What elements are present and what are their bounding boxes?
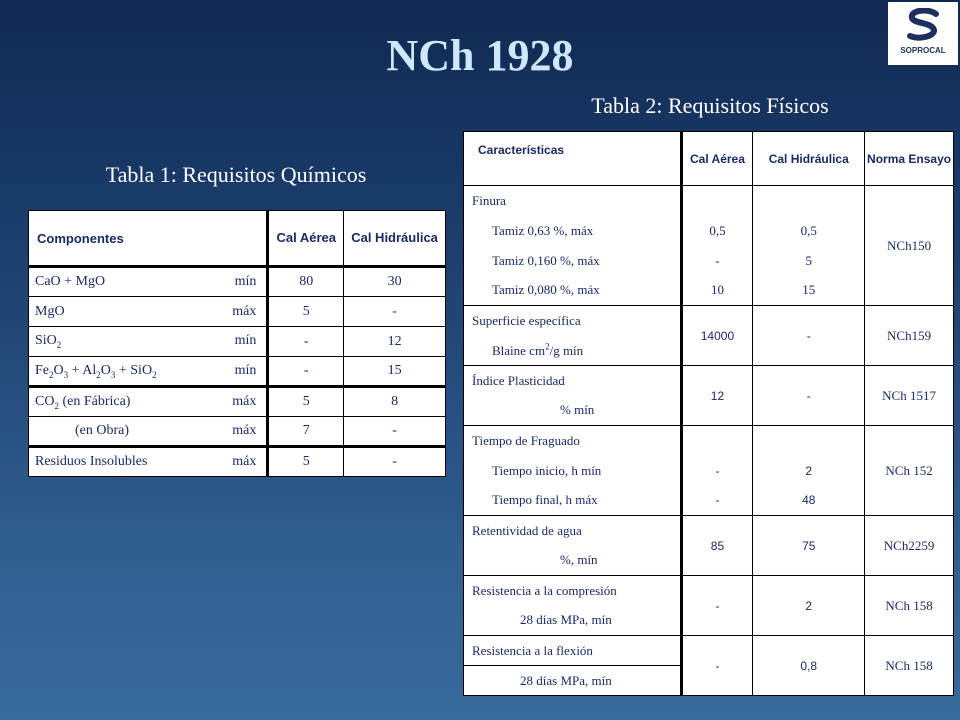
component-name: $Fe_2O_3 + Al_2O_3 + SiO_2$	[35, 362, 157, 380]
value-cal-aerea: 5	[268, 387, 344, 417]
limit-label: máx	[232, 393, 257, 409]
value-cal-hidraulica: -	[753, 366, 865, 426]
header-cal-hidraulica: Cal Hidráulica	[753, 132, 865, 186]
finura-label: Finura	[472, 192, 506, 208]
soprocal-logo	[888, 2, 958, 65]
component-name: CaO + MgO	[35, 274, 106, 289]
row-label: Tiempo de Fraguado	[472, 432, 580, 448]
table-row	[464, 576, 954, 606]
blaine-unit: /g mín	[549, 342, 584, 358]
row-label: Tamiz 0,160 %, máx	[492, 252, 600, 268]
norma-finura: NCh150	[865, 186, 954, 306]
value-cal-hidraulica: 15	[753, 276, 865, 306]
value-cal-aerea: -	[268, 327, 344, 357]
value-cal-hidraulica: 2	[753, 576, 865, 636]
table-row	[29, 357, 446, 387]
value-cal-hidraulica: -	[344, 447, 446, 477]
value-cal-hidraulica: 75	[753, 516, 865, 576]
row-label: Tamiz 0,63 %, máx	[492, 222, 594, 238]
table-row	[464, 366, 954, 396]
value-cal-aerea: 10	[681, 276, 753, 306]
norma-compresion: NCh 158	[865, 576, 954, 636]
table-row	[29, 327, 446, 357]
row-label: % mín	[560, 402, 595, 418]
header-cal-aerea: Cal Aérea	[268, 211, 344, 267]
table-header-row	[29, 211, 446, 267]
table-row	[29, 417, 446, 447]
component-name: Residuos Insolubles	[35, 454, 148, 469]
value-cal-aerea: 5	[268, 297, 344, 327]
row-label: 28 días MPa, mín	[520, 612, 612, 628]
row-label: Tiempo inicio, h mín	[492, 462, 602, 478]
value-cal-hidraulica: 0,5	[753, 216, 865, 246]
value-cal-aerea: -	[681, 636, 753, 696]
limit-label: máx	[232, 423, 257, 438]
logo-text: SOPROCAL	[900, 46, 946, 55]
component-name: (en Obra)	[75, 423, 130, 438]
value-cal-hidraulica: 12	[344, 327, 446, 357]
table-row	[29, 387, 446, 417]
blaine-label: Blaine cm	[492, 342, 546, 358]
value-cal-hidraulica: 5	[753, 246, 865, 276]
header-caracteristicas: Características	[464, 132, 682, 186]
row-label: Resistencia a la flexión	[472, 642, 593, 658]
component-name: $CO_2$ (en Fábrica)	[35, 393, 131, 411]
norma-superficie: NCh159	[865, 306, 954, 366]
component-name: MgO	[35, 303, 65, 319]
limit-label: mín	[234, 274, 257, 289]
value-cal-aerea: 0,5	[681, 216, 753, 246]
table-row	[464, 306, 954, 336]
table-row	[29, 267, 446, 297]
row-label	[464, 186, 682, 216]
logo-s-icon	[902, 8, 944, 44]
value-cal-aerea: -	[681, 576, 753, 636]
value-cal-hidraulica: 0,8	[753, 636, 865, 696]
table-row	[29, 447, 446, 477]
table-header-row	[464, 132, 954, 186]
value-cal-aerea: 85	[681, 516, 753, 576]
row-label: Índice Plasticidad	[472, 372, 565, 388]
table-requisitos-fisicos	[463, 131, 954, 696]
row-label: Resistencia a la compresión	[472, 582, 617, 598]
value-cal-hidraulica: 2	[753, 456, 865, 486]
value-cal-aerea: -	[268, 357, 344, 387]
value-cal-aerea: -	[681, 456, 753, 486]
norma-plasticidad: NCh 1517	[865, 366, 954, 426]
component-name: SiO$_2$	[35, 333, 62, 350]
value-cal-aerea: 14000	[681, 306, 753, 366]
header-cal-hidraulica: Cal Hidráulica	[344, 211, 446, 267]
blaine-sup: 2	[545, 341, 550, 352]
value-cal-aerea: 12	[681, 366, 753, 426]
value-cal-aerea: 5	[268, 447, 344, 477]
value-cal-hidraulica: 48	[753, 486, 865, 516]
table-row	[464, 516, 954, 546]
limit-label: máx	[232, 303, 257, 319]
value-cal-aerea: 7	[268, 417, 344, 447]
table2-title: Tabla 2: Requisitos Físicos	[591, 93, 829, 118]
table1-title: Tabla 1: Requisitos Químicos	[105, 162, 367, 187]
table-row	[464, 636, 954, 666]
norma-retentividad: NCh2259	[865, 516, 954, 576]
row-label: Superficie específica	[472, 312, 581, 328]
row-label: 28 días MPa, mín	[520, 672, 612, 688]
norma-flexion: NCh 158	[865, 636, 954, 696]
value-cal-aerea: -	[681, 246, 753, 276]
header-componentes: Componentes	[29, 211, 268, 267]
value-cal-hidraulica: 15	[344, 357, 446, 387]
row-label: %, mín	[560, 552, 598, 568]
value-cal-hidraulica: 30	[344, 267, 446, 297]
row-label: Retentividad de agua	[472, 522, 582, 538]
value-cal-aerea: 80	[268, 267, 344, 297]
table-row	[29, 297, 446, 327]
limit-label: máx	[232, 454, 257, 469]
value-cal-hidraulica: -	[753, 306, 865, 366]
value-cal-hidraulica: -	[344, 417, 446, 447]
row-label: Tiempo final, h máx	[492, 492, 598, 508]
value-cal-aerea: -	[681, 486, 753, 516]
page-title: NCh 1928	[386, 31, 574, 80]
header-cal-aerea: Cal Aérea	[681, 132, 753, 186]
limit-label: mín	[234, 362, 257, 378]
row-label	[472, 343, 583, 358]
row-label: Tamiz 0,080 %, máx	[492, 282, 600, 298]
table-row	[464, 186, 954, 216]
table-row	[464, 426, 954, 456]
value-cal-hidraulica: -	[344, 297, 446, 327]
header-norma-ensayo: Norma Ensayo	[865, 132, 954, 186]
value-cal-hidraulica: 8	[344, 387, 446, 417]
limit-label: mín	[234, 333, 257, 349]
norma-fraguado: NCh 152	[865, 426, 954, 516]
table-requisitos-quimicos	[28, 210, 446, 477]
